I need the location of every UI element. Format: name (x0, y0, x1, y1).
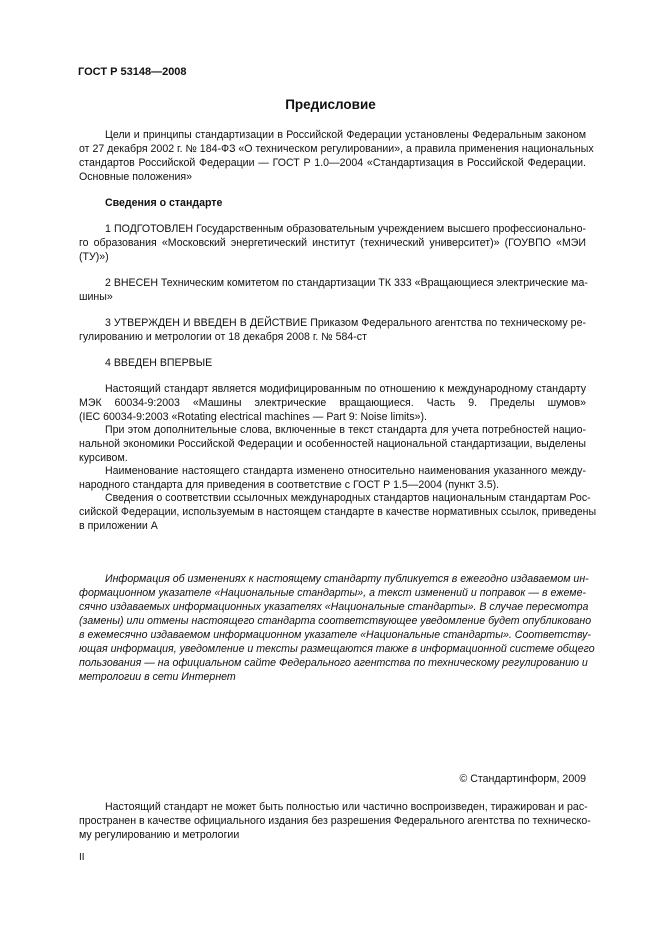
item-1-line: 1 ПОДГОТОВЛЕН Государственным образовательным учреждением высшего профессионально- (105, 223, 586, 235)
italic-note-line: метрологии в сети Интернет (79, 671, 236, 683)
paragraph-line: в приложении А (79, 520, 158, 532)
paragraph-line: Наименование настоящего стандарта изменено относительно наименования указанного между- (105, 465, 586, 477)
intro-line: Основные положения» (79, 171, 193, 183)
intro-line: Цели и принципы стандартизации в Российской Федерации установлены Федеральным законом (105, 129, 586, 141)
italic-note-line: (замены) или отмены настоящего стандарта соответствующее уведомление будет опубликовано (79, 615, 592, 627)
italic-note-line: в ежемесячно издаваемом информационном указателе «Национальные стандарты». Соответству- (79, 629, 591, 641)
section-heading: Сведения о стандарте (105, 197, 223, 209)
paragraph-line: Сведения о соответствии ссылочных международных стандартов национальным стандартам Рос- (105, 492, 591, 504)
paragraph-line: МЭК 60034-9:2003 «Машины электрические вращающиеся. Часть 9. Пределы шумов» (79, 397, 586, 409)
paragraph-line: Настоящий стандарт является модифицированным по отношению к международному стандарту (105, 383, 586, 395)
paragraph-line: курсивом. (79, 452, 128, 464)
paragraph-line: нальной экономики Российской Федерации и особенностей национальной стандартизации, выделены (79, 438, 586, 450)
reproduction-notice-line: Настоящий стандарт не может быть полностью или частично воспроизведен, тиражирован и рас- (105, 801, 588, 813)
paragraph-line: народного стандарта для приведения в соответствие с ГОСТ Р 1.5—2004 (пункт 3.5). (79, 479, 500, 491)
italic-note-line: пользования — на официальном сайте Федерального агентства по техническому регулированию и (79, 657, 588, 669)
item-3-line: гулированию и метрологии от 18 декабря 2008 г. № 584-ст (79, 331, 367, 343)
italic-note-line: ющая информация, уведомление и тексты размещаются также в информационной системе общего (79, 643, 595, 655)
item-3-line: 3 УТВЕРЖДЕН И ВВЕДЕН В ДЕЙСТВИЕ Приказом Федерального агентства по техническому ре- (105, 317, 586, 329)
item-4-line: 4 ВВЕДЕН ВПЕРВЫЕ (105, 357, 213, 369)
document-code: ГОСТ Р 53148—2008 (78, 66, 187, 78)
paragraph-line: (IEC 60034-9:2003 «Rotating electrical machines — Part 9: Noise limits»). (79, 411, 427, 423)
reproduction-notice-line: му регулированию и метрологии (79, 829, 240, 841)
intro-line: стандартов Российской Федерации — ГОСТ Р 1.0—2004 «Стандартизация в Российской Федерации. (79, 157, 586, 169)
item-1-line: го образования «Московский энергетический институт (технический университет)» (ГОУВПО «МЭИ (79, 237, 586, 249)
copyright-notice: © Стандартинформ, 2009 (459, 773, 586, 785)
paragraph-line: сийской Федерации, используемым в настоящем стандарте в качестве нормативных ссылок, приведены (79, 506, 597, 518)
item-2-line: 2 ВНЕСЕН Техническим комитетом по стандартизации ТК 333 «Вращающиеся электрические ма- (105, 277, 588, 289)
reproduction-notice-line: пространен в качестве официального издания без разрешения Федерального агентства по техническо- (79, 815, 591, 827)
italic-note-line: сячно издаваемых информационных указателях «Национальные стандарты». В случае пересмотра (79, 601, 589, 613)
page-number: II (79, 852, 85, 863)
item-2-line: шины» (79, 291, 113, 303)
intro-line: от 27 декабря 2002 г. № 184-ФЗ «О техническом регулировании», а правила применения национальных (79, 143, 594, 155)
page-title: Предисловие (285, 97, 376, 112)
paragraph-line: При этом дополнительные слова, включенные в текст стандарта для учета потребностей нацио- (105, 424, 586, 436)
italic-note-line: Информация об изменениях к настоящему стандарту публикуется в ежегодно издаваемом ин- (105, 573, 589, 585)
item-1-line: (ТУ)») (79, 251, 109, 263)
italic-note-line: формационном указателе «Национальные стандарты», а текст изменений и поправок — в ежеме- (79, 587, 586, 599)
